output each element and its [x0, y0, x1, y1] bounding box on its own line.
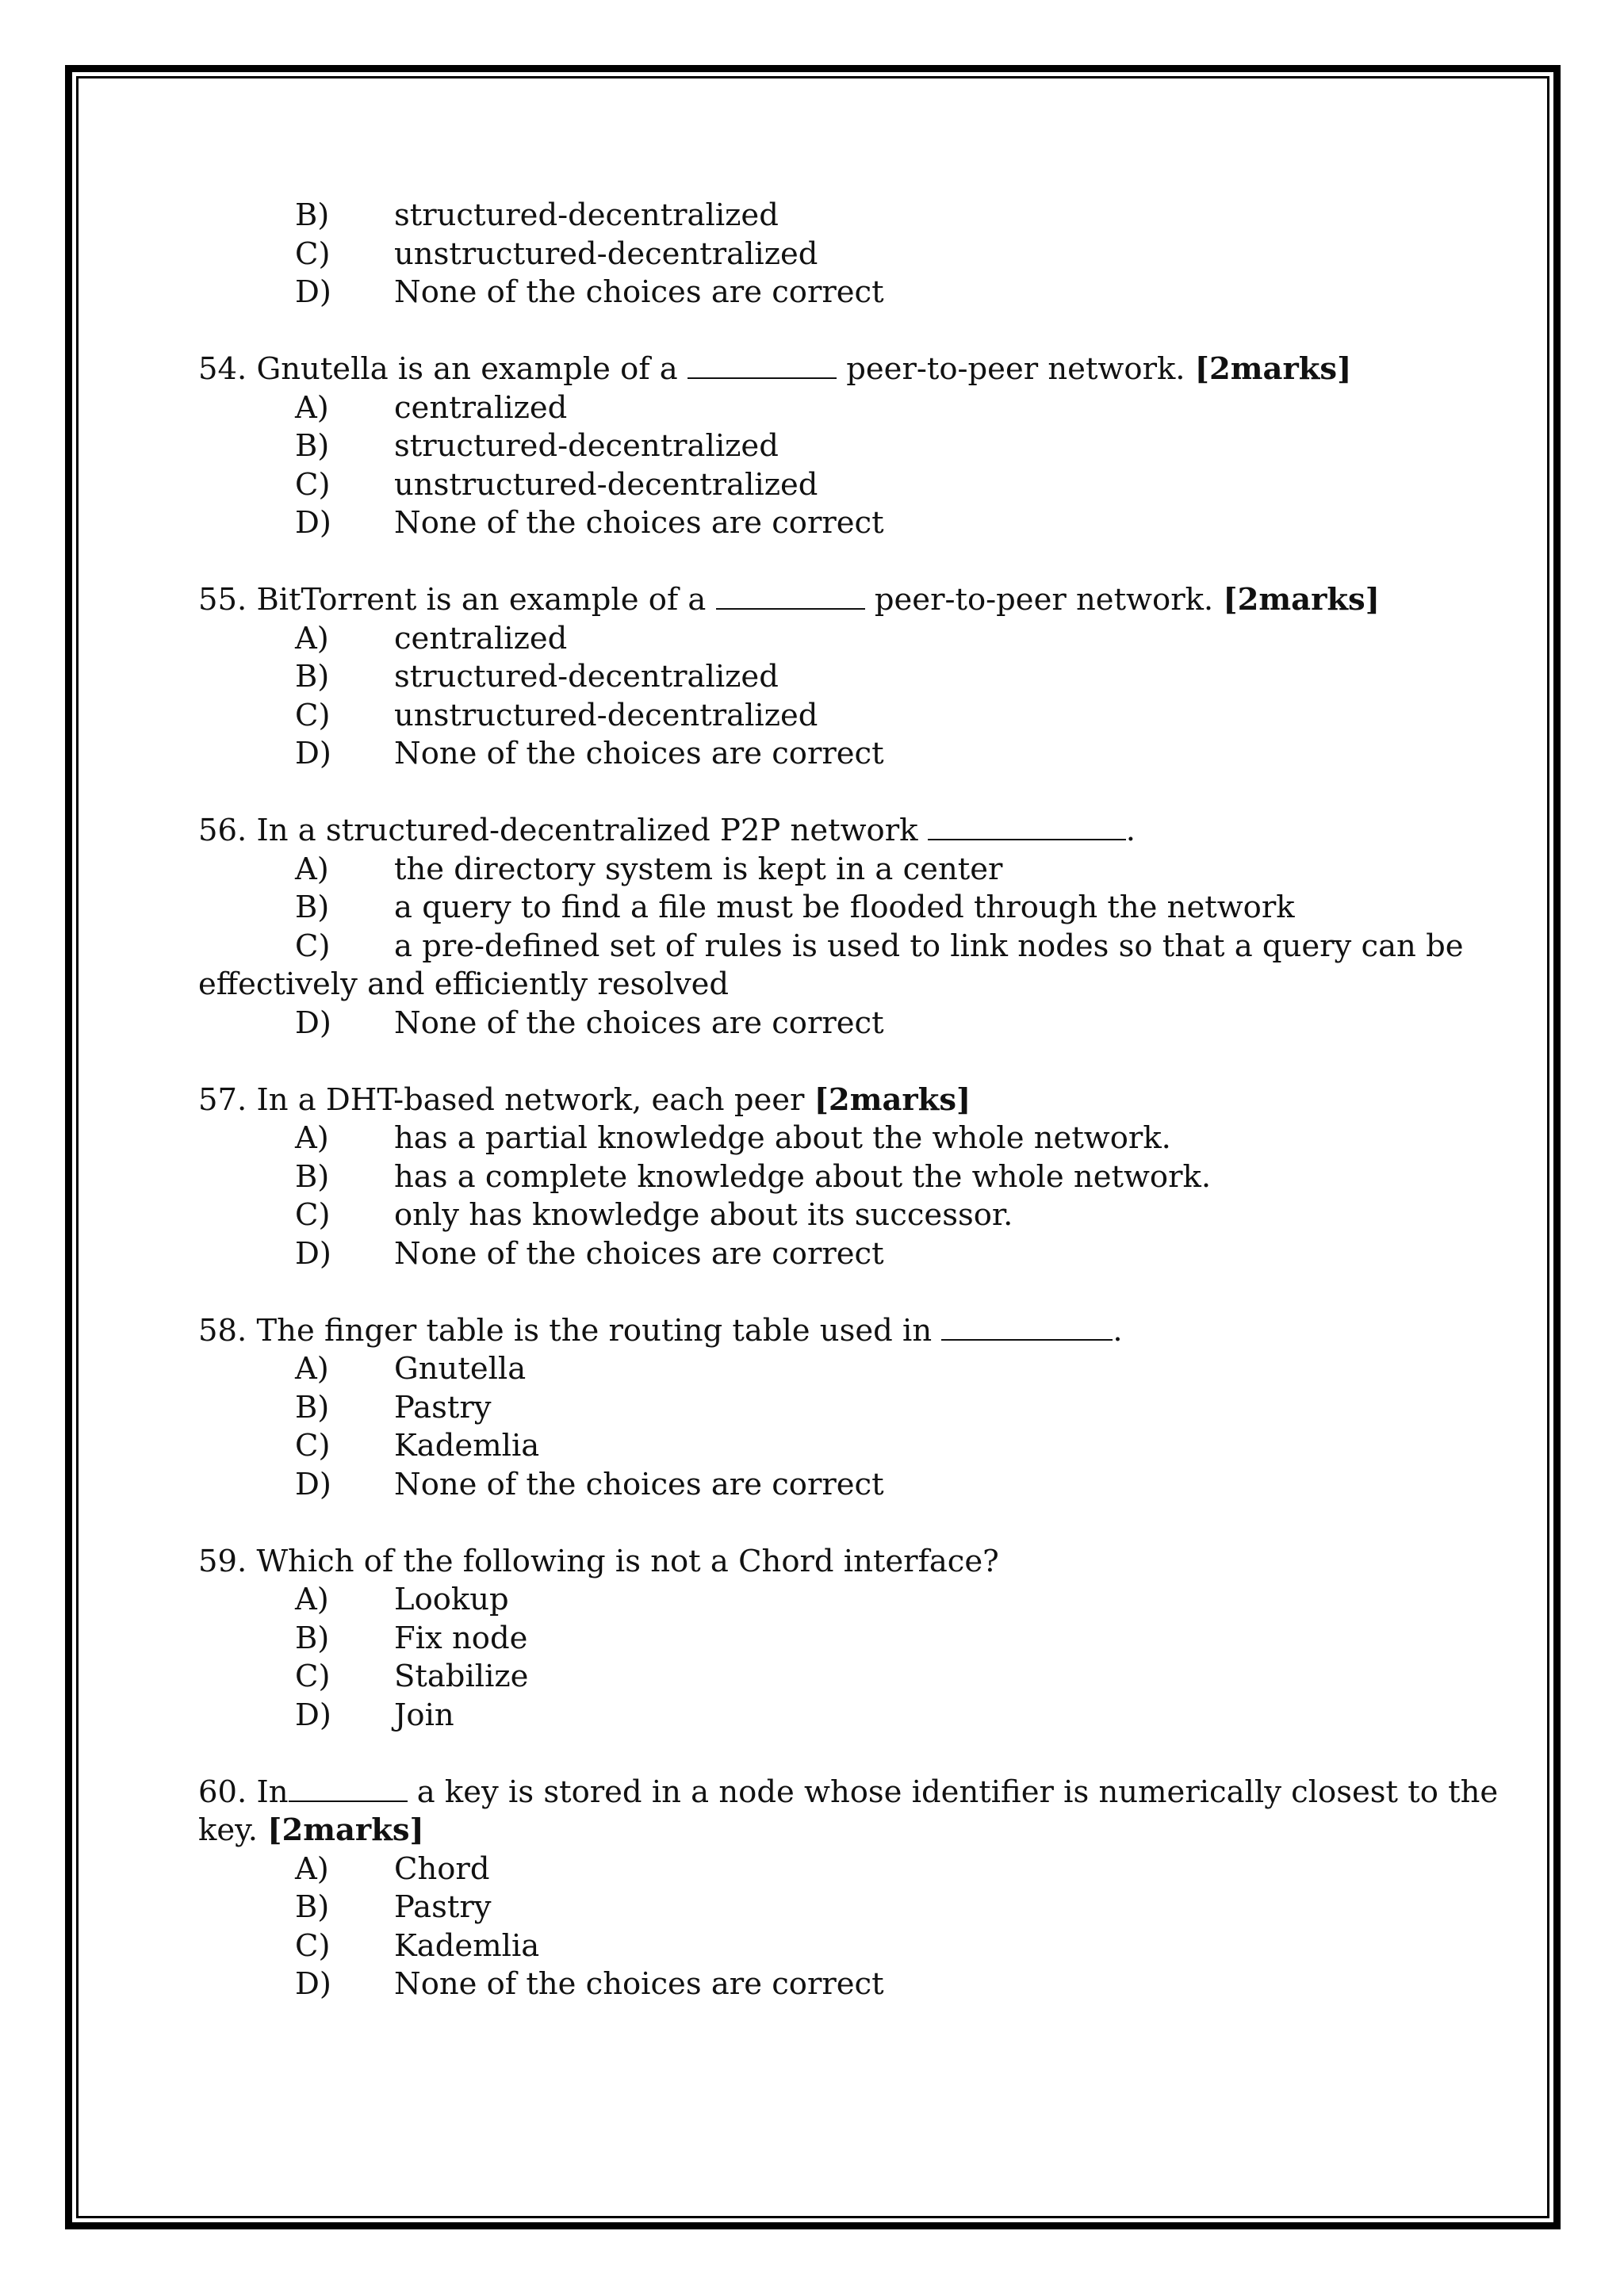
option-letter: D) — [295, 1966, 331, 2002]
option-letter: D) — [295, 1697, 331, 1733]
option-text: structured-decentralized — [394, 659, 779, 695]
option-text: has a complete knowledge about the whole network. — [394, 1158, 1212, 1195]
option-text: Pastry — [394, 1389, 492, 1425]
option-b[interactable] — [198, 197, 1404, 235]
option-letter: C) — [295, 928, 331, 964]
option-letter: D) — [295, 1235, 331, 1272]
option-c[interactable] — [198, 235, 1404, 274]
option-a[interactable] — [198, 851, 1404, 890]
marks-label: [2marks] — [1194, 351, 1352, 387]
question-text — [198, 1774, 1499, 1812]
option-a[interactable] — [198, 620, 1404, 659]
question-text — [198, 350, 1404, 389]
question-59 — [198, 1543, 1404, 1735]
option-a[interactable] — [198, 1581, 1404, 1620]
option-letter: B) — [295, 1389, 330, 1425]
option-text: None of the choices are correct — [394, 736, 884, 771]
marks-label: [2marks] — [814, 1081, 971, 1118]
option-text: Gnutella — [394, 1351, 527, 1387]
answer-blank — [928, 813, 1126, 840]
option-text: structured-decentralized — [394, 428, 779, 464]
option-b[interactable] — [198, 658, 1404, 697]
option-letter: C) — [295, 1927, 331, 1964]
marks-label: [2marks] — [267, 1812, 424, 1848]
option-letter: D) — [295, 505, 331, 541]
option-letter: A) — [295, 620, 329, 656]
option-d[interactable] — [198, 1466, 1404, 1505]
question-stem: BitTorrent is an example of a — [256, 582, 716, 618]
question-58 — [198, 1312, 1404, 1505]
question-text — [198, 1312, 1404, 1351]
option-d[interactable] — [198, 1004, 1404, 1043]
question-stem-end: . — [1125, 813, 1136, 848]
option-c[interactable] — [198, 697, 1404, 736]
option-letter: C) — [295, 1659, 331, 1694]
option-letter: D) — [295, 1466, 331, 1502]
option-text: unstructured-decentralized — [394, 466, 818, 503]
option-text: Pastry — [394, 1889, 492, 1925]
option-c[interactable] — [198, 1927, 1404, 1966]
option-text: a query to find a file must be flooded through the network — [394, 890, 1295, 925]
option-text: unstructured-decentralized — [394, 697, 818, 733]
option-c[interactable] — [198, 466, 1404, 505]
question-number: 58. — [198, 1312, 247, 1349]
option-letter: B) — [295, 428, 330, 464]
option-text: has a partial knowledge about the whole network. — [394, 1120, 1171, 1156]
marks-label: [2marks] — [1223, 582, 1380, 618]
question-text-line-2 — [198, 1812, 1404, 1850]
question-stem: In a DHT-based network, each peer — [256, 1081, 814, 1118]
answer-blank — [941, 1314, 1113, 1341]
option-letter: C) — [295, 697, 331, 733]
question-stem-continuation: key. — [198, 1812, 268, 1848]
question-stem: Which of the following is not a Chord interface? — [256, 1543, 999, 1579]
option-d[interactable] — [198, 735, 1404, 774]
option-c[interactable] — [198, 928, 1464, 1004]
exam-content — [198, 197, 1499, 2004]
question-text — [198, 1081, 1404, 1120]
option-letter: A) — [295, 1582, 329, 1617]
option-letter: A) — [295, 389, 329, 426]
question-53-continuation — [198, 197, 1404, 312]
option-text: None of the choices are correct — [394, 1466, 884, 1502]
option-b[interactable] — [198, 1620, 1404, 1659]
question-stem: Gnutella is an example of a — [256, 351, 688, 387]
question-56 — [198, 812, 1464, 1043]
question-text — [198, 1543, 1404, 1582]
option-b[interactable] — [198, 1389, 1404, 1428]
question-stem-end: . — [1113, 1312, 1123, 1349]
option-text: centralized — [394, 389, 568, 426]
option-letter: D) — [295, 274, 331, 310]
option-text: Stabilize — [394, 1659, 529, 1694]
option-d[interactable] — [198, 1965, 1404, 2004]
option-letter: A) — [295, 1351, 329, 1387]
option-letter: A) — [295, 1850, 329, 1887]
option-text: Kademlia — [394, 1428, 540, 1464]
option-letter: B) — [295, 659, 330, 695]
option-letter: B) — [295, 1889, 330, 1925]
question-text — [198, 581, 1404, 620]
question-number: 60. — [198, 1774, 247, 1810]
option-d[interactable] — [198, 1235, 1404, 1274]
question-stem: The finger table is the routing table used in — [256, 1312, 942, 1349]
question-number: 57. — [198, 1081, 247, 1118]
option-letter: B) — [295, 1620, 330, 1656]
option-c[interactable] — [198, 1658, 1404, 1697]
option-a[interactable] — [198, 1119, 1404, 1158]
option-letter: B) — [295, 197, 330, 233]
option-letter: C) — [295, 235, 331, 272]
option-c[interactable] — [198, 1196, 1404, 1235]
option-text: None of the choices are correct — [394, 1004, 884, 1041]
option-text: Join — [394, 1697, 454, 1733]
option-text: Kademlia — [394, 1927, 540, 1964]
answer-blank — [716, 583, 865, 610]
option-text: None of the choices are correct — [394, 1235, 884, 1272]
option-letter: C) — [295, 1428, 331, 1464]
answer-blank — [289, 1775, 408, 1802]
option-text-continuation: effectively and efficiently resolved — [198, 966, 730, 1002]
option-text: structured-decentralized — [394, 197, 779, 233]
option-d[interactable] — [198, 274, 1404, 312]
question-text — [198, 812, 1404, 851]
question-stem-end: a key is stored in a node whose identifier is numerically closest to the — [407, 1774, 1499, 1810]
question-number: 56. — [198, 813, 247, 848]
question-54 — [198, 350, 1404, 543]
option-text: unstructured-decentralized — [394, 235, 818, 272]
question-number: 59. — [198, 1543, 247, 1579]
option-text: only has knowledge about its successor. — [394, 1197, 1013, 1233]
option-text: Lookup — [394, 1582, 509, 1617]
option-d[interactable] — [198, 504, 1404, 543]
option-text: the directory system is kept in a center — [394, 851, 1003, 887]
option-letter: C) — [295, 466, 331, 503]
question-57 — [198, 1081, 1404, 1274]
option-letter: D) — [295, 1004, 331, 1041]
question-stem-end: peer-to-peer network. — [864, 582, 1224, 618]
option-b[interactable] — [198, 1888, 1404, 1927]
option-d[interactable] — [198, 1697, 1404, 1735]
answer-blank — [688, 352, 837, 379]
option-text: None of the choices are correct — [394, 1966, 884, 2002]
option-text: centralized — [394, 620, 568, 656]
question-55 — [198, 581, 1404, 774]
option-text: a pre-defined set of rules is used to link nodes so that a query can be — [394, 928, 1464, 964]
option-a[interactable] — [198, 1850, 1404, 1889]
option-letter: B) — [295, 1158, 330, 1195]
option-c[interactable] — [198, 1427, 1404, 1466]
question-stem-end: peer-to-peer network. — [837, 351, 1195, 387]
option-letter: B) — [295, 890, 330, 925]
option-b[interactable] — [198, 1158, 1404, 1197]
option-b[interactable] — [198, 427, 1404, 466]
option-letter: A) — [295, 1120, 329, 1156]
option-text: Fix node — [394, 1620, 528, 1656]
question-number: 55. — [198, 582, 247, 618]
option-letter: C) — [295, 1197, 331, 1233]
option-letter: D) — [295, 736, 331, 771]
option-b[interactable] — [198, 889, 1404, 928]
question-number: 54. — [198, 351, 247, 387]
option-text: None of the choices are correct — [394, 505, 884, 541]
option-a[interactable] — [198, 1350, 1404, 1389]
option-text: Chord — [394, 1850, 490, 1887]
option-a[interactable] — [198, 389, 1404, 428]
option-text: None of the choices are correct — [394, 274, 884, 310]
option-letter: A) — [295, 851, 329, 887]
question-stem: In — [256, 1774, 289, 1810]
question-stem: In a structured-decentralized P2P network — [256, 813, 928, 848]
question-60 — [198, 1774, 1499, 2004]
